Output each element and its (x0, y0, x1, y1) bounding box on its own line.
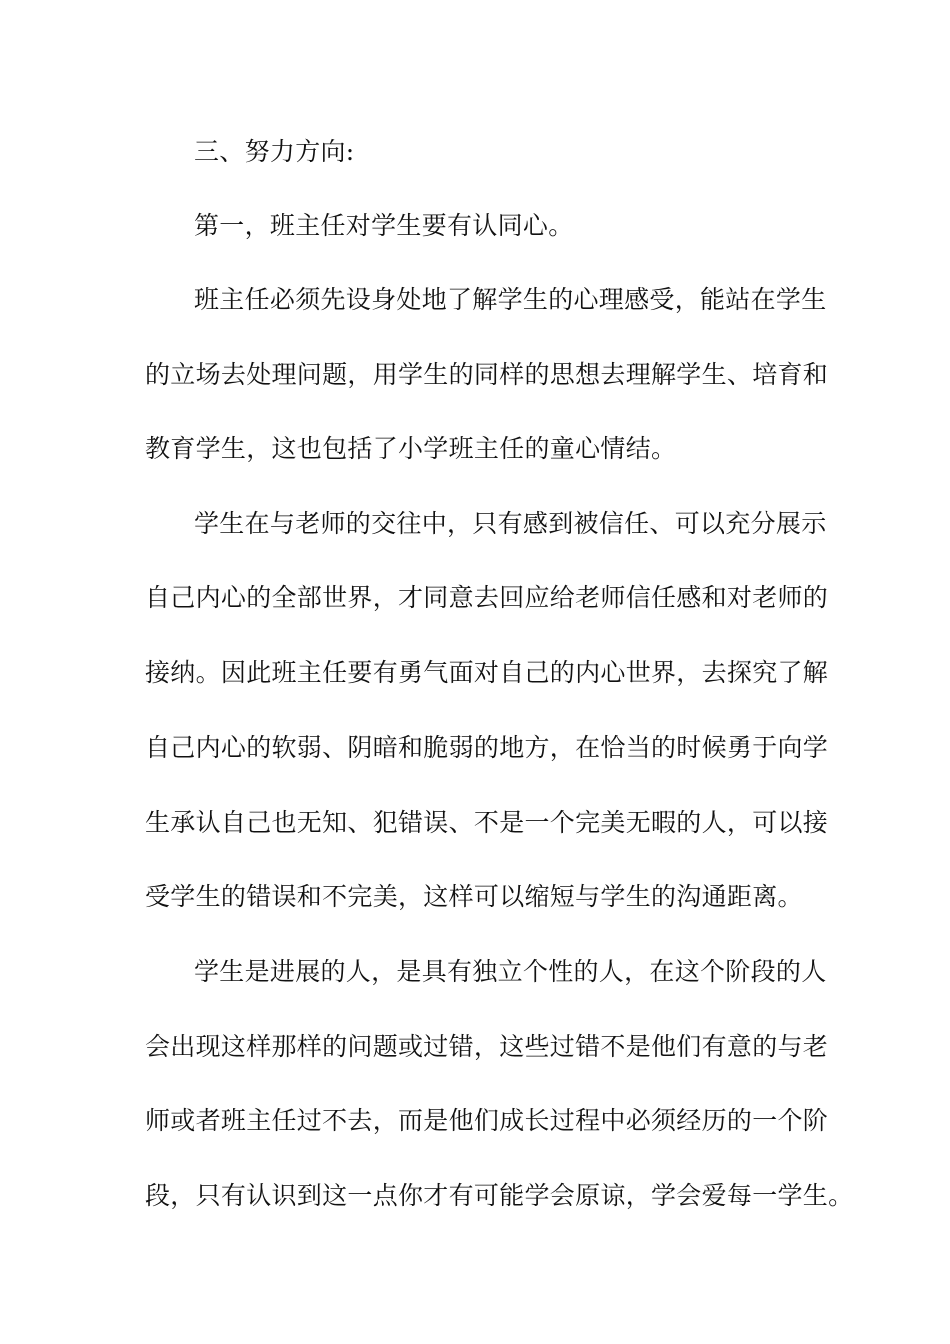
paragraph-line: 教育学生，这也包括了小学班主任的童心情结。 (145, 434, 677, 463)
section-heading: 三、努力方向: (194, 137, 355, 166)
paragraph-line: 学生在与老师的交往中，只有感到被信任、可以充分展示 (194, 509, 827, 538)
paragraph-line: 的立场去处理问题，用学生的同样的思想去理解学生、培育和 (145, 360, 829, 389)
paragraph-line: 接纳。因此班主任要有勇气面对自己的内心世界，去探究了解 (145, 658, 829, 687)
point-heading: 第一，班主任对学生要有认同心。 (194, 211, 574, 240)
paragraph-line: 自己内心的全部世界，才同意去回应给老师信任感和对老师的 (145, 583, 829, 612)
paragraph-line: 自己内心的软弱、阴暗和脆弱的地方，在恰当的时候勇于向学 (145, 733, 829, 762)
paragraph-line: 会出现这样那样的问题或过错，这些过错不是他们有意的与老 (145, 1032, 829, 1061)
paragraph-line: 班主任必须先设身处地了解学生的心理感受，能站在学生 (194, 285, 827, 314)
paragraph-line: 生承认自己也无知、犯错误、不是一个完美无暇的人，可以接 (145, 808, 829, 837)
paragraph-line: 学生是进展的人，是具有独立个性的人，在这个阶段的人 (194, 957, 827, 986)
paragraph-line: 段，只有认识到这一点你才有可能学会原谅，学会爱每一学生。 (145, 1181, 854, 1210)
paragraph-line: 受学生的错误和不完美，这样可以缩短与学生的沟通距离。 (145, 882, 803, 911)
paragraph-line: 师或者班主任过不去，而是他们成长过程中必须经历的一个阶 (145, 1106, 829, 1135)
